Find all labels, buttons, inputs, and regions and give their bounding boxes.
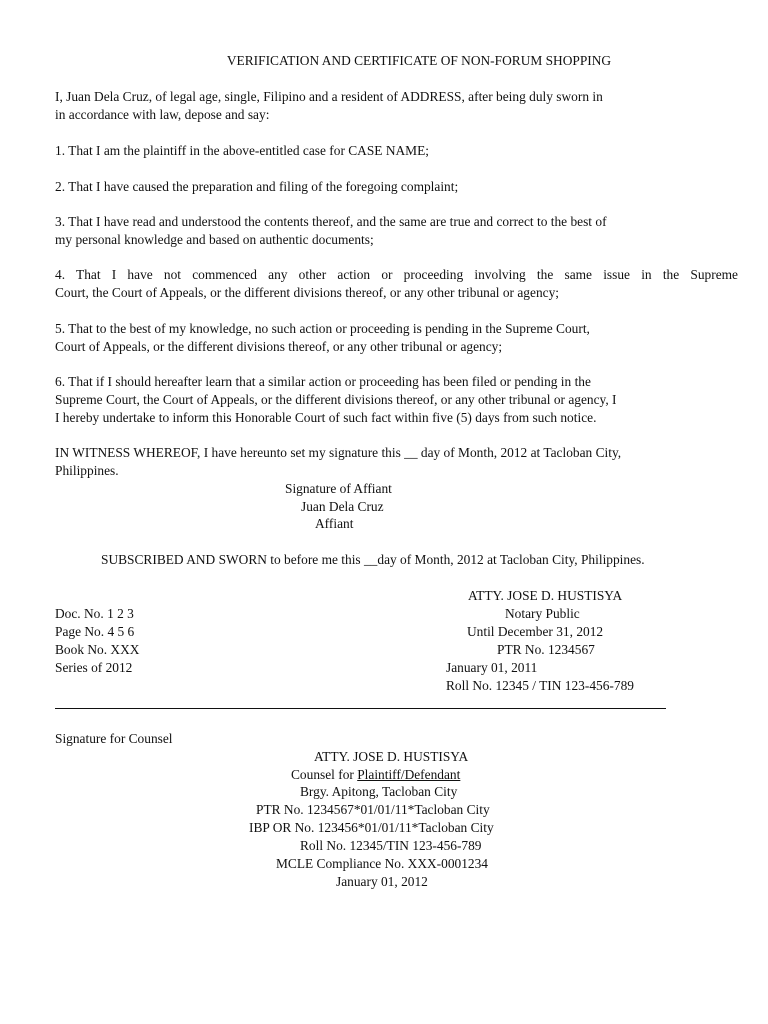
subscribed-sworn-line: SUBSCRIBED AND SWORN to before me this __day of Month, 2012 at Tacloban City, Philippines. — [101, 552, 645, 567]
counsel-for-line — [291, 766, 460, 784]
paragraph-2: 2. That I have caused the preparation and filing of the foregoing complaint; — [55, 179, 459, 194]
notary-date: January 01, 2011 — [446, 660, 538, 675]
notary-ptr-no: PTR No. 1234567 — [497, 642, 595, 657]
affiant-name: Juan Dela Cruz — [301, 499, 384, 514]
separator-line — [55, 708, 666, 709]
paragraph-1: 1. That I am the plaintiff in the above-entitled case for CASE NAME; — [55, 143, 429, 158]
docket-book-no: Book No. XXX — [55, 642, 140, 657]
counsel-for-prefix: Counsel for — [291, 767, 358, 782]
intro-line-1: I, Juan Dela Cruz, of legal age, single, Filipino and a resident of ADDRESS, after being duly sworn in — [55, 89, 603, 104]
counsel-ibp-or-no: IBP OR No. 123456*01/01/11*Tacloban City — [249, 820, 494, 835]
paragraph-4-line-2: Court, the Court of Appeals, or the different divisions thereof, or any other tribunal or agency; — [55, 285, 560, 300]
document-title: VERIFICATION AND CERTIFICATE OF NON-FORUM SHOPPING — [226, 53, 612, 68]
notary-title: Notary Public — [505, 606, 580, 621]
paragraph-3-line-1: 3. That I have read and understood the contents thereof, and the same are true and correct to the best of — [55, 214, 607, 229]
paragraph-3-line-2: my personal knowledge and based on authentic documents; — [55, 232, 374, 247]
counsel-address: Brgy. Apitong, Tacloban City — [300, 784, 458, 799]
intro-line-2: in accordance with law, depose and say: — [55, 107, 270, 122]
docket-page-no: Page No. 4 5 6 — [55, 624, 135, 639]
witness-line-2: Philippines. — [55, 463, 119, 478]
paragraph-5-line-2: Court of Appeals, or the different divisions thereof, or any other tribunal or agency; — [55, 339, 503, 354]
paragraph-6-line-1: 6. That if I should hereafter learn that a similar action or proceeding has been filed or pending in the — [55, 374, 591, 389]
paragraph-5-line-1: 5. That to the best of my knowledge, no such action or proceeding is pending in the Supreme Court, — [55, 321, 590, 336]
affiant-signature-label: Signature of Affiant — [285, 481, 392, 496]
notary-roll-tin: Roll No. 12345 / TIN 123-456-789 — [446, 678, 634, 693]
counsel-mcle-no: MCLE Compliance No. XXX-0001234 — [276, 856, 488, 871]
counsel-signature-label: Signature for Counsel — [55, 731, 173, 746]
docket-doc-no: Doc. No. 1 2 3 — [55, 606, 134, 621]
counsel-ptr-no: PTR No. 1234567*01/01/11*Tacloban City — [256, 802, 490, 817]
counsel-for-party: Plaintiff/Defendant — [357, 767, 461, 782]
paragraph-6-line-2: Supreme Court, the Court of Appeals, or the different divisions thereof, or any other tribunal or agency, I — [55, 392, 617, 407]
witness-line-1: IN WITNESS WHEREOF, I have hereunto set my signature this __ day of Month, 2012 at Tacloban City, — [55, 445, 622, 460]
docket-series: Series of 2012 — [55, 660, 133, 675]
notary-name: ATTY. JOSE D. HUSTISYA — [468, 588, 623, 603]
counsel-roll-tin: Roll No. 12345/TIN 123-456-789 — [300, 838, 482, 853]
counsel-name: ATTY. JOSE D. HUSTISYA — [314, 749, 469, 764]
affiant-role: Affiant — [315, 516, 354, 531]
counsel-date: January 01, 2012 — [336, 874, 428, 889]
paragraph-6-line-3: I hereby undertake to inform this Honorable Court of such fact within five (5) days from such notice. — [55, 410, 597, 425]
notary-commission-until: Until December 31, 2012 — [467, 624, 604, 639]
paragraph-4-line-1: 4. That I have not commenced any other action or proceeding involving the same issue in the Supreme — [55, 267, 738, 282]
